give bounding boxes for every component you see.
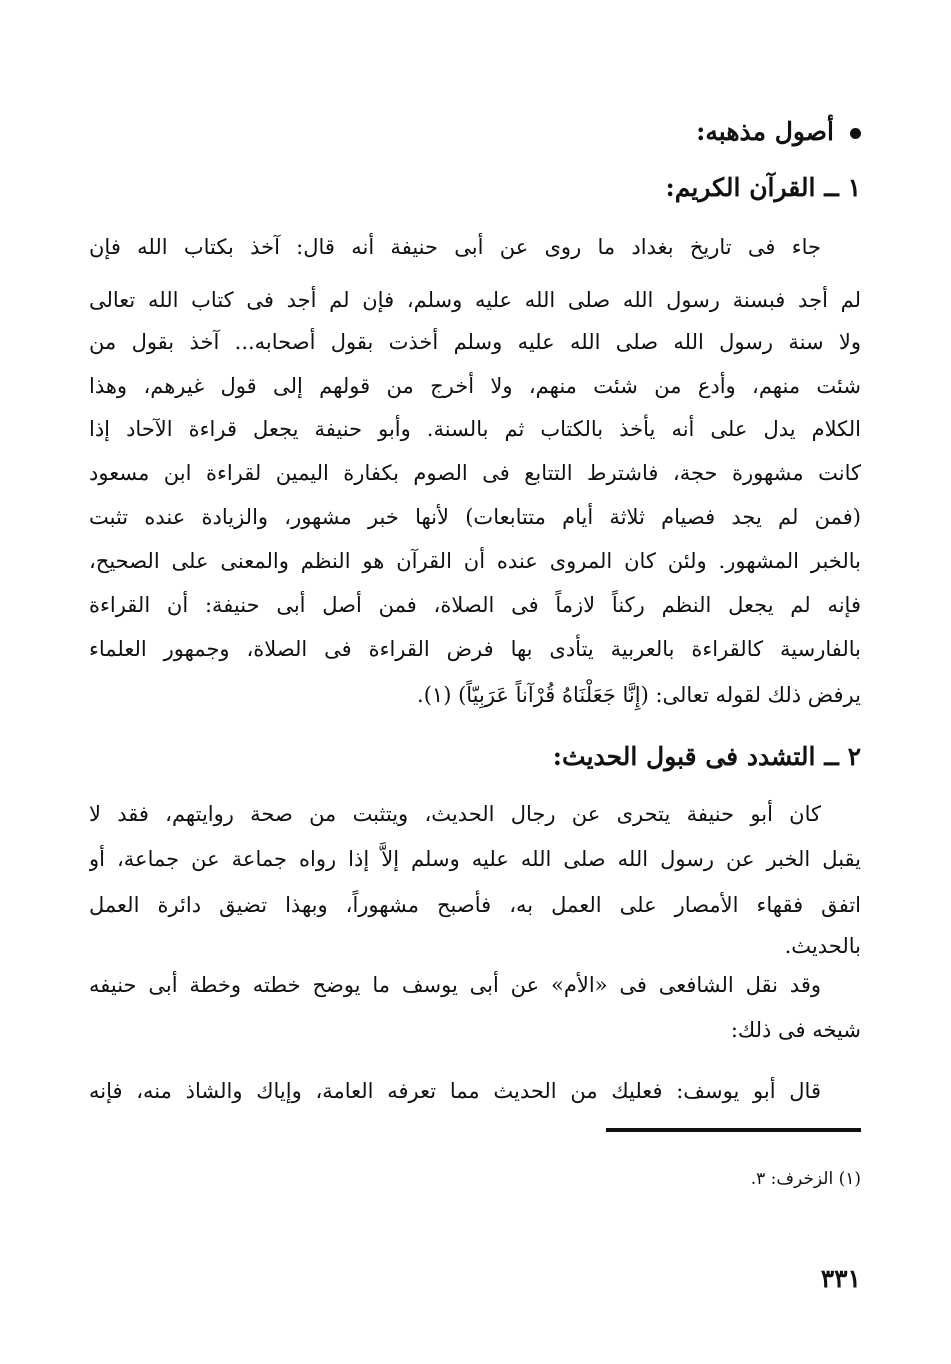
text-line-quran-verse: يرفض ذلك لقوله تعالى: (إِنَّا جَعَلْنَاهُ قُرْآناً عَرَبِيّاً) (١). [417,683,861,707]
text-line: كانت مشهورة حجة، فاشترط التتابع فى الصوم بكفارة اليمين لقراءة ابن مسعود [89,461,861,485]
footnote: (١) الزخرف: ٣. [750,1169,861,1189]
text-line: قال أبو يوسف: فعليك من الحديث مما تعرفه العامة، وإياك والشاذ منه، فإنه [89,1079,821,1103]
text-line: كان أبو حنيفة يتحرى عن رجال الحديث، ويتثبت من صحة روايتهم، فقد لا [89,802,821,826]
text-line: بالحديث. [784,934,861,958]
text-line: بالخبر المشهور. ولئن كان المروى عنده أن القرآن هو النظم والمعنى على الصحيح، [89,549,861,573]
page-number: ٣٣١ [820,1264,861,1293]
text-line: جاء فى تاريخ بغداد ما روى عن أبى حنيفة أنه قال: آخذ بكتاب الله فإن [89,235,821,259]
section-title [696,112,861,152]
text-line: شئت منهم، وأدع من شئت منهم، ولا أخرج من قولهم إلى قول غيرهم، وهذا [89,374,861,398]
text-line: اتفق فقهاء الأمصار على العمل به، فأصبح مشهوراً، وبهذا تضيق دائرة العمل [89,893,861,917]
text-line: (فمن لم يجد فصيام ثلاثة أيام متتابعات) لأنها خبر مشهور، والزيادة عنده تثبت [89,505,861,529]
text-line: شيخه فى ذلك: [730,1018,861,1042]
footnote-divider [606,1128,861,1132]
heading-quran: ١ ــ القرآن الكريم: [665,173,861,202]
text-line: يقبل الخبر عن رسول الله صلى الله عليه وسلم إلاَّ إذا رواه جماعة عن جماعة، أو [89,847,861,871]
text-line: فإنه لم يجعل النظم ركناً لازماً فى الصلاة، فمن أصل أبى حنيفة: أن القراءة [89,593,861,617]
section-title-text: أصول مذهبه: [696,117,834,146]
text-line: وقد نقل الشافعى فى «الأم» عن أبى يوسف ما يوضح خطته وخطة أبى حنيفه [89,973,821,997]
heading-hadith: ٢ ــ التشدد فى قبول الحديث: [552,742,861,771]
bullet-icon [850,128,861,139]
text-line: الكلام يدل على أنه يأخذ بالكتاب ثم بالسنة. وأبو حنيفة يجعل قراءة الآحاد إذا [89,417,861,441]
text-line: بالفارسية كالقراءة بالعربية يتأدى بها فرض القراءة فى الصلاة، وجمهور العلماء [89,637,861,661]
text-line: لم أجد فبسنة رسول الله صلى الله عليه وسلم، فإن لم أجد فى كتاب الله تعالى [89,288,861,312]
text-line: ولا سنة رسول الله صلى الله عليه وسلم أخذت بقول أصحابه... آخذ بقول من [89,330,861,354]
